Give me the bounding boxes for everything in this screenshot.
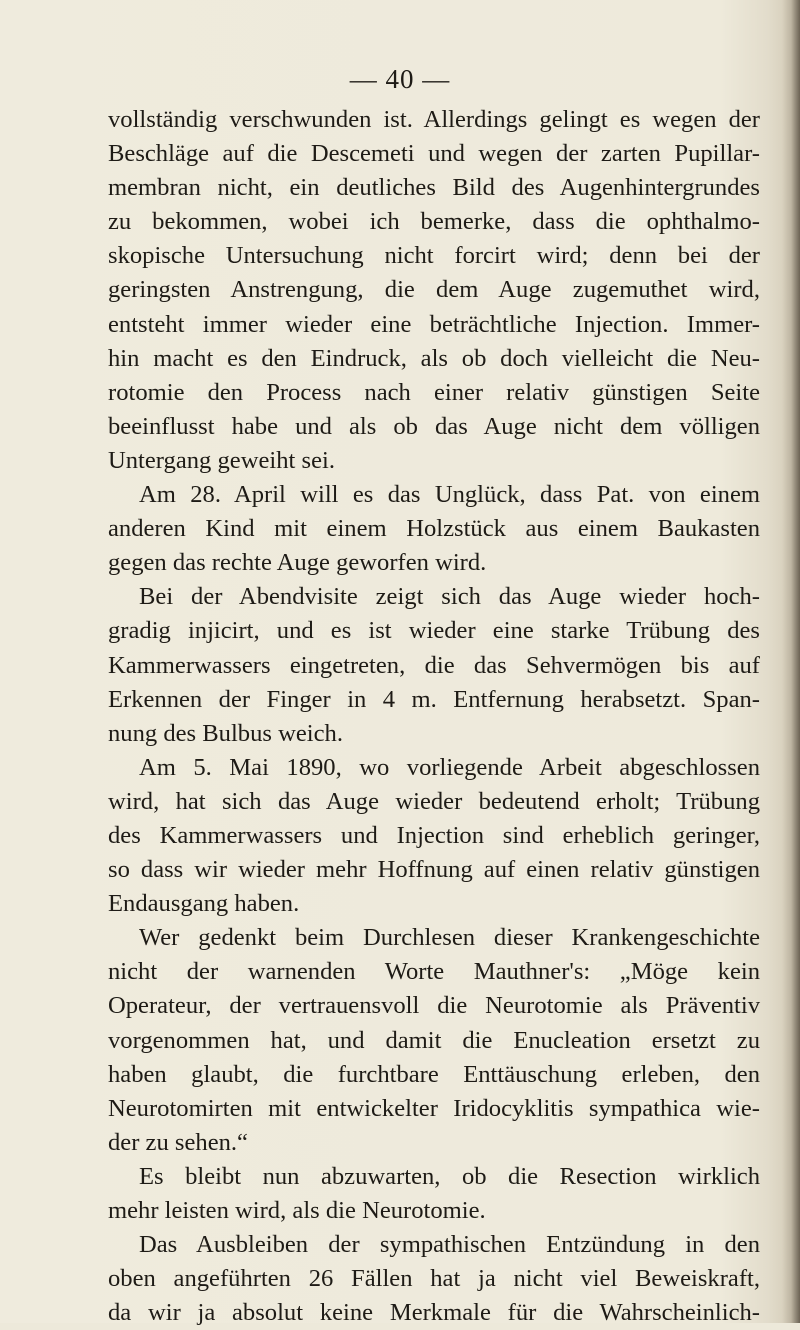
- text-line: der zu sehen.“: [108, 1128, 248, 1156]
- text-line: vollständig verschwunden ist. Allerdings gelingt es wegen der: [108, 106, 760, 133]
- text-line: Es bleibt nun abzuwarten, ob die Resection wirklich: [139, 1162, 760, 1190]
- text-line: Erkennen der Finger in 4 m. Entfernung herabsetzt. Span-: [108, 685, 760, 713]
- text-line: wird, hat sich das Auge wieder bedeutend erholt; Trübung: [108, 787, 760, 815]
- page-number: — 40 —: [349, 64, 451, 94]
- text-line: zu bekommen, wobei ich bemerke, dass die ophthalmo-: [108, 208, 760, 236]
- text-line: Das Ausbleiben der sympathischen Entzündung in den: [139, 1231, 760, 1259]
- text-line: membran nicht, ein deutliches Bild des Augenhintergrundes: [108, 174, 760, 202]
- text-line: anderen Kind mit einem Holzstück aus einem Baukasten: [108, 515, 760, 543]
- text-line: entsteht immer wieder eine beträchtliche Injection. Immer-: [108, 310, 760, 338]
- text-line: oben angeführten 26 Fällen hat ja nicht viel Beweiskraft,: [108, 1265, 760, 1293]
- text-line: Untergang geweiht sei.: [108, 446, 335, 474]
- body-text: [108, 103, 760, 1330]
- text-line: gegen das rechte Auge geworfen wird.: [108, 549, 487, 577]
- text-line: mehr leisten wird, als die Neurotomie.: [108, 1197, 486, 1224]
- text-line: geringsten Anstrengung, die dem Auge zugemuthet wird,: [108, 276, 760, 304]
- text-line: Kammerwassers eingetreten, die das Sehvermögen bis auf: [108, 651, 760, 679]
- text-line: Wer gedenkt beim Durchlesen dieser Krankengeschichte: [139, 924, 760, 952]
- text-line: Operateur, der vertrauensvoll die Neurotomie als Präventiv: [108, 992, 760, 1020]
- text-line: skopische Untersuchung nicht forcirt wird; denn bei der: [108, 242, 760, 270]
- text-line: so dass wir wieder mehr Hoffnung auf einen relativ günstigen: [108, 856, 760, 884]
- text-line: des Kammerwassers und Injection sind erheblich geringer,: [108, 821, 760, 849]
- text-line: nicht der warnenden Worte Mauthner's: „Möge kein: [108, 958, 760, 986]
- text-line: rotomie den Process nach einer relativ günstigen Seite: [108, 378, 760, 406]
- text-line: Am 28. April will es das Unglück, dass Pat. von einem: [139, 481, 760, 509]
- text-line: beeinflusst habe und als ob das Auge nicht dem völligen: [108, 412, 760, 440]
- page-edge-shadow: [782, 0, 800, 1323]
- text-line: Am 5. Mai 1890, wo vorliegende Arbeit abgeschlossen: [139, 753, 760, 781]
- text-line: nung des Bulbus weich.: [108, 719, 343, 747]
- text-line: Beschläge auf die Descemeti und wegen der zarten Pupillar-: [108, 140, 760, 168]
- text-line: hin macht es den Eindruck, als ob doch vielleicht die Neu-: [108, 344, 760, 372]
- text-line: haben glaubt, die furchtbare Enttäuschung erleben, den: [108, 1060, 760, 1088]
- text-line: da wir ja absolut keine Merkmale für die Wahrscheinlich-: [108, 1299, 760, 1327]
- text-line: Endausgang haben.: [108, 890, 300, 918]
- text-line: Neurotomirten mit entwickelter Iridocyklitis sympathica wie-: [108, 1094, 760, 1122]
- text-line: Bei der Abendvisite zeigt sich das Auge wieder hoch-: [139, 583, 760, 611]
- text-line: gradig injicirt, und es ist wieder eine starke Trübung des: [108, 617, 760, 645]
- text-line: vorgenommen hat, und damit die Enucleation ersetzt zu: [108, 1026, 760, 1054]
